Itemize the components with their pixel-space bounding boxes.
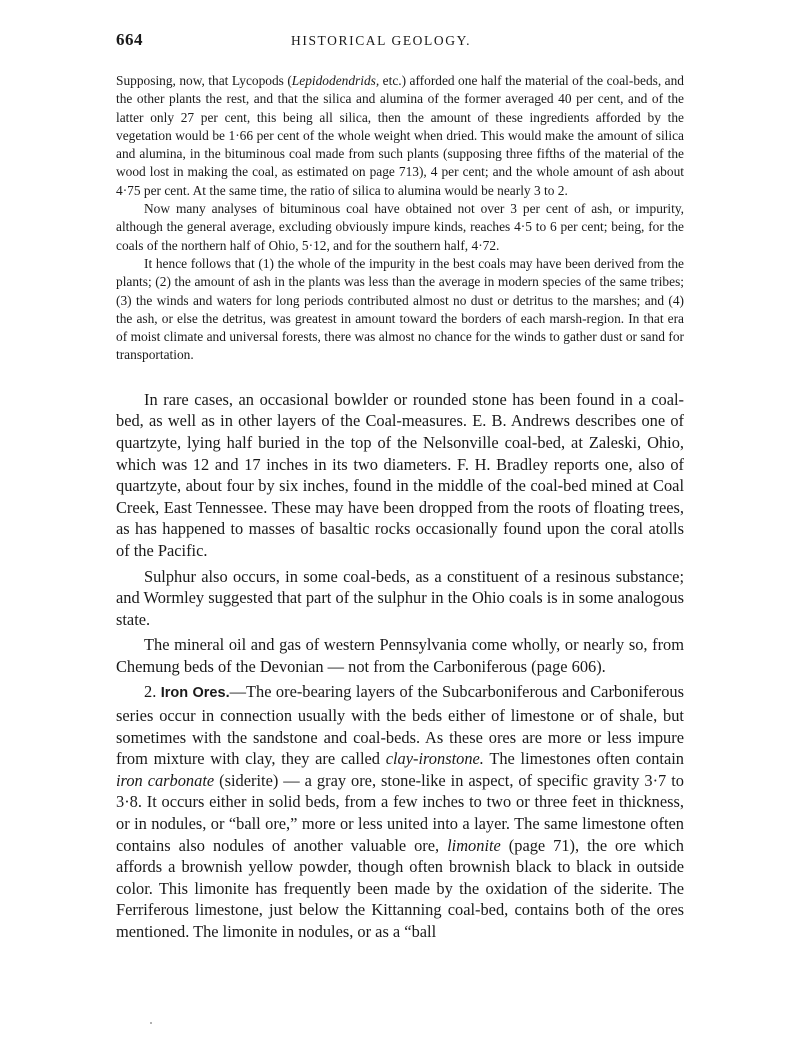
small-paragraph-2: Now many analyses of bituminous coal have obtained not over 3 per cent of ash, or impurity, although the general average, excluding obviously impure kinds, reaches 4·5 to 6 per cent; being, for the coals of the northern half of Ohio, 5·12, and for the southern half, 4·72. xyxy=(116,201,684,253)
italic-term: limonite xyxy=(447,835,501,855)
paragraph-mineral-oil: The mineral oil and gas of western Pennsylvania come wholly, or nearly so, from Chemung beds of the Devonian — not from the Carboniferous (page 606). xyxy=(116,635,684,676)
italic-term: Lepidodendrids, xyxy=(291,73,380,88)
paragraph-iron-ores xyxy=(116,681,684,942)
running-head: HISTORICAL GEOLOGY. xyxy=(291,33,472,48)
paragraph-bowlders: In rare cases, an occasional bowlder or rounded stone has been found in a coal-bed, as well as in other layers of the Coal-measures. E. B. Andrews describes one of quartzyte, lying half buried in the top of the Nelsonville coal-bed, at Zaleski, Ohio, which was 12 and 17 inches in its two diameters. F. H. Bradley reports one, also of quartzyte, about four by six inches, found in the middle of the coal-bed mined at Coal Creek, East Tennessee. These may have been dropped from the roots of floating trees, as has happened to masses of basaltic rocks occasionally found upon the coral atolls of the Pacific. xyxy=(116,389,684,560)
main-text-section xyxy=(116,389,684,943)
page-header xyxy=(116,30,684,56)
page-number: 664 xyxy=(116,30,143,49)
book-page xyxy=(116,30,684,943)
text-span: Supposing, now, that Lycopods ( xyxy=(116,73,292,88)
italic-term: iron carbonate xyxy=(116,770,215,790)
small-paragraph-3: It hence follows that (1) the whole of the impurity in the best coals may have been derived from the plants; (2) the amount of ash in the plants was less than the average in modern species of the same tribes; (3) the winds and waters for long periods contributed almost no dust or detritus to the marshes; and (4) the ash, or else the detritus, was greatest in amount toward the borders of each marsh-region. In that era of moist climate and universal forests, there was almost no chance for the winds to gather dust or sand for transportation. xyxy=(116,255,684,363)
text-span: (page 71), the ore which affords a brownish yellow powder, though often brownish black to black in outside color. This limonite has frequently been made by the oxidation of the siderite. The Ferriferous limestone, just below the Kittanning coal-bed, contains both of the ores mentioned. The limonite in nodules, or as a “ball xyxy=(116,835,684,941)
section-heading: Iron Ores. xyxy=(160,685,230,702)
page-speck xyxy=(150,1022,152,1024)
small-paragraph-1 xyxy=(116,72,684,200)
text-span: etc.) afforded one half the material of the coal-beds, and the other plants the rest, and that the silica and alumina of the former averaged 40 per cent, and of the latter only 27 per cent, this being all silica, then the amount of these ingredients afforded by the vegetation would be 1·66 per cent of the whole weight when dried. This would make the amount of silica and alumina, in the bituminous coal made from such plants (supposing three fifths of the material of the wood lost in making the coal, as estimated on page 713), 4 per cent; and the whole amount of ash about 4·75 per cent. At the same time, the ratio of silica to alumina would be nearly 3 to 2. xyxy=(116,73,684,198)
text-span: (siderite) — a gray ore, stone-like in aspect, of specific gravity 3·7 to 3·8. It occurs either in solid beds, from a few inches to two or three feet in thickness, or in nodules, or “ball ore,” more or less united into a layer. The same limestone often contains also nodules of another valuable ore, xyxy=(116,770,684,855)
paragraph-sulphur: Sulphur also occurs, in some coal-beds, as a constituent of a resinous substance; and Wormley suggested that part of the sulphur in the Ohio coals is in some analogous state. xyxy=(116,566,684,629)
text-span: —The ore-bearing layers of the Subcarboniferous and Carboniferous series occur in connection usually with the beds either of limestone or of shale, but sometimes with the sandstone and coal-beds. As these ores are more or less impure from mixture with clay, they are called xyxy=(116,682,684,769)
section-number: 2. xyxy=(144,682,161,702)
small-print-section xyxy=(116,72,684,365)
text-span: The limestones often contain xyxy=(483,749,684,769)
italic-term: clay-ironstone. xyxy=(385,749,484,769)
